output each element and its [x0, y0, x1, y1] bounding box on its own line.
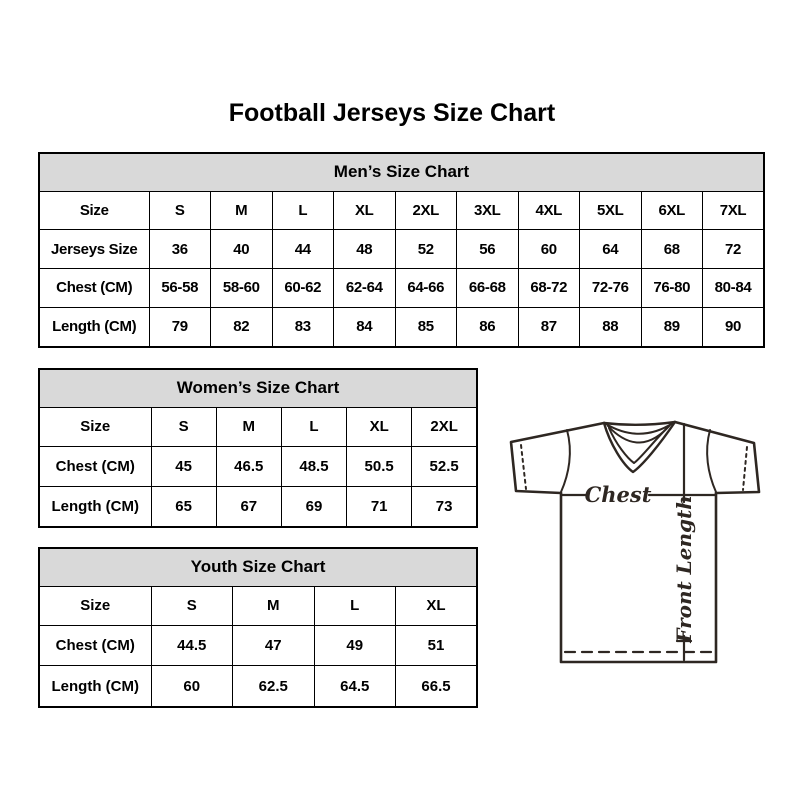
sleeve-stitch-left	[521, 445, 526, 489]
table-cell: XL	[396, 586, 478, 626]
table-cell: 46.5	[216, 447, 281, 487]
table-cell: 60	[151, 666, 233, 707]
table-cell: 62.5	[233, 666, 315, 707]
table-cell: 86	[457, 307, 519, 347]
jersey-left-armhole-seam	[561, 430, 570, 492]
table-cell: 79	[149, 307, 211, 347]
womens-size-table	[38, 368, 478, 528]
table-cell: 40	[211, 230, 273, 269]
table-cell: 6XL	[641, 191, 703, 230]
table-row	[39, 268, 764, 307]
table-cell: 3XL	[457, 191, 519, 230]
mens-table-grid	[38, 152, 765, 348]
table-cell: 48	[334, 230, 396, 269]
table-cell: 64.5	[314, 666, 396, 707]
row-label: Length (CM)	[39, 307, 149, 347]
table-row	[39, 307, 764, 347]
row-label: Jerseys Size	[39, 230, 149, 269]
table-cell: 56-58	[149, 268, 211, 307]
table-cell: 69	[281, 486, 346, 527]
table-cell: XL	[347, 407, 412, 447]
table-cell: 5XL	[580, 191, 642, 230]
table-cell: 89	[641, 307, 703, 347]
table-cell: 87	[518, 307, 580, 347]
table-cell: 71	[347, 486, 412, 527]
row-label: Size	[39, 191, 149, 230]
table-cell: 83	[272, 307, 334, 347]
table-cell: 2XL	[412, 407, 477, 447]
table-cell: 51	[396, 626, 478, 666]
row-label: Length (CM)	[39, 666, 151, 707]
table-cell: 44	[272, 230, 334, 269]
chest-label: Chest	[584, 482, 652, 507]
table-cell: 44.5	[151, 626, 233, 666]
table-cell: 68-72	[518, 268, 580, 307]
table-row	[39, 486, 477, 527]
table-cell: M	[211, 191, 273, 230]
table-cell: 47	[233, 626, 315, 666]
row-label: Chest (CM)	[39, 626, 151, 666]
table-cell: 85	[395, 307, 457, 347]
table-cell: 60	[518, 230, 580, 269]
table-row	[39, 626, 477, 666]
table-cell: 84	[334, 307, 396, 347]
table-cell: 48.5	[281, 447, 346, 487]
table-cell: 56	[457, 230, 519, 269]
page-title: Football Jerseys Size Chart	[228, 99, 556, 127]
table-cell: 88	[580, 307, 642, 347]
womens-table-grid	[38, 368, 478, 528]
table-cell: L	[272, 191, 334, 230]
row-label: Chest (CM)	[39, 447, 151, 487]
row-label: Size	[39, 586, 151, 626]
table-cell: 58-60	[211, 268, 273, 307]
front-length-label: Front Length	[672, 495, 696, 643]
table-cell: 4XL	[518, 191, 580, 230]
mens-size-table	[38, 152, 765, 348]
table-cell: 60-62	[272, 268, 334, 307]
table-cell: 66-68	[457, 268, 519, 307]
table-cell: 76-80	[641, 268, 703, 307]
table-cell: 82	[211, 307, 273, 347]
table-cell: M	[233, 586, 315, 626]
table-cell: S	[151, 586, 233, 626]
table-cell: 62-64	[334, 268, 396, 307]
table-cell: 52.5	[412, 447, 477, 487]
table-cell: S	[149, 191, 211, 230]
table-cell: 64-66	[395, 268, 457, 307]
table-cell: 7XL	[703, 191, 765, 230]
table-cell: XL	[334, 191, 396, 230]
jersey-right-armhole-seam	[707, 430, 716, 492]
table-cell: 2XL	[395, 191, 457, 230]
table-row	[39, 586, 477, 626]
table-cell: 45	[151, 447, 216, 487]
table-cell: 36	[149, 230, 211, 269]
jersey-collar-top-edge	[604, 422, 675, 425]
jersey-diagram	[507, 413, 761, 667]
table-cell: 72	[703, 230, 765, 269]
table-row	[39, 666, 477, 707]
mens-table-title: Men’s Size Chart	[39, 153, 764, 191]
row-label: Length (CM)	[39, 486, 151, 527]
youth-table-grid	[38, 547, 478, 708]
table-cell: 72-76	[580, 268, 642, 307]
table-cell: 80-84	[703, 268, 765, 307]
table-cell: 68	[641, 230, 703, 269]
table-row	[39, 230, 764, 269]
table-cell: 49	[314, 626, 396, 666]
table-row	[39, 447, 477, 487]
table-cell: S	[151, 407, 216, 447]
table-cell: 52	[395, 230, 457, 269]
table-cell: 66.5	[396, 666, 478, 707]
table-row	[39, 407, 477, 447]
table-cell: 64	[580, 230, 642, 269]
table-cell: 65	[151, 486, 216, 527]
youth-table-title: Youth Size Chart	[39, 548, 477, 586]
row-label: Size	[39, 407, 151, 447]
table-cell: L	[314, 586, 396, 626]
table-row	[39, 191, 764, 230]
table-cell: M	[216, 407, 281, 447]
youth-size-table	[38, 547, 478, 708]
table-cell: 50.5	[347, 447, 412, 487]
womens-table-title: Women’s Size Chart	[39, 369, 477, 407]
table-cell: L	[281, 407, 346, 447]
table-cell: 73	[412, 486, 477, 527]
table-cell: 67	[216, 486, 281, 527]
row-label: Chest (CM)	[39, 268, 149, 307]
table-cell: 90	[703, 307, 765, 347]
sleeve-stitch-right	[743, 447, 747, 490]
